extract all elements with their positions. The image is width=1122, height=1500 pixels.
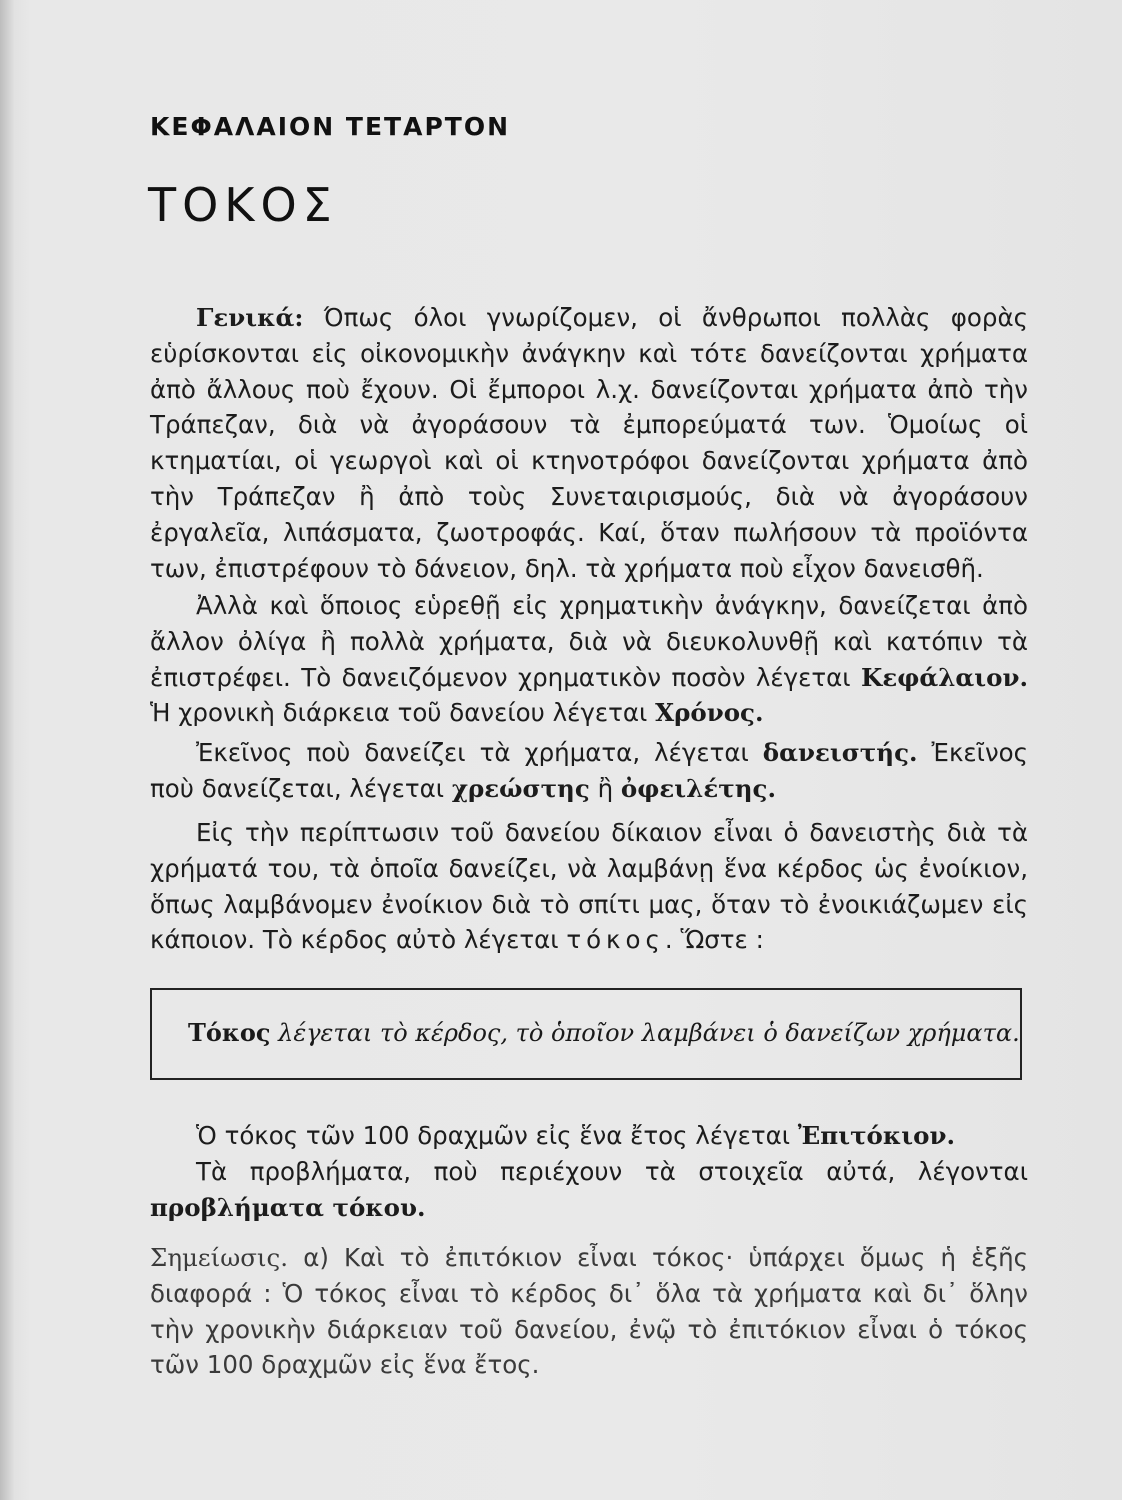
term-interest: τόκος	[566, 925, 665, 955]
interest-tail: . Ὥστε :	[664, 925, 764, 955]
time-text: Ἡ χρονικὴ διάρκεια τοῦ δανείου λέγεται	[150, 698, 656, 728]
paragraph-general	[150, 300, 1028, 586]
problems-text: Τὰ προβλήματα, ποὺ περιέχουν τὰ στοιχεῖα αὐτά, λέγονται	[196, 1157, 1028, 1186]
paragraph-lender	[150, 735, 1028, 807]
term-rate: Ἐπιτόκιον.	[797, 1121, 955, 1150]
note-text: α) Καὶ τὸ ἐπιτόκιον εἶναι τόκος· ὑπάρχει ὅμως ἡ ἑξῆς διαφορά : Ὁ τόκος εἶναι τὸ κέρδος δι᾽ ὅλα τὰ χρήματα καὶ δι᾽ ὅλην τὴν χρονικὴν διάρκειαν τοῦ δανείου, ἐνῷ τὸ ἐπιτόκιον εἶναι ὁ τόκος τῶν 100 δραχμῶν εἰς ἕνα ἔτος.	[150, 1243, 1028, 1380]
section-title: ΤΟΚΟΣ	[148, 178, 338, 232]
term-problems: προβλήματα τόκου.	[150, 1192, 426, 1222]
paragraph-rate	[150, 1118, 1028, 1154]
borrower-text: Ἐκεῖνος ποὺ δανείζεται, λέγεται	[150, 738, 1029, 803]
paragraph-note	[150, 1240, 1028, 1383]
term-capital: Κεφάλαιον.	[861, 662, 1028, 692]
term-time: Χρόνος.	[655, 698, 764, 728]
capital-text: Ἀλλὰ καὶ ὅποιος εὑρεθῇ εἰς χρηματικὴν ἀνάγκην, δανείζεται ἀπὸ ἄλλον ὀλίγα ἢ πολλὰ χρήματα, διὰ νὰ διευκολυνθῇ καὶ κατόπιν τὰ ἐπιστρέφει. Τὸ δανειζόμενον χρηματικὸν ποσὸν λέγεται	[150, 591, 1028, 692]
term-obligor: ὀφειλέτης.	[620, 773, 776, 803]
interest-text: Εἰς τὴν περίπτωσιν τοῦ δανείου δίκαιον εἶναι ὁ δανειστὴς διὰ τὰ χρήματά του, τὰ ὁποῖα δανείζει, νὰ λαμβάνῃ ἕνα κέρδος ὡς ἐνοίκιον, ὅπως λαμβάνομεν ἐνοίκιον διὰ τὸ σπίτι μας, ὅταν τὸ ἐνοικιάζωμεν εἰς κάποιον. Τὸ κέρδος αὐτὸ λέγεται	[150, 818, 1028, 955]
general-label: Γενικά:	[196, 303, 304, 332]
page-edge-shadow	[0, 0, 14, 1500]
rate-text: Ὁ τόκος τῶν 100 δραχμῶν εἰς ἕνα ἔτος λέγεται	[196, 1121, 798, 1150]
general-text: Όπως όλοι γνωρίζομεν, οἱ ἄνθρωποι πολλὰς φορὰς εὑρίσκονται εἰς οἰκονομικὴν ἀνάγκην καὶ τότε δανείζονται χρήματα ἀπὸ ἄλλους ποὺ ἔχουν. Οἱ ἔμποροι λ.χ. δανείζονται χρήματα ἀπὸ τὴν Τράπεζαν, διὰ νὰ ἀγοράσουν τὰ ἐμπορεύματά των. Ὁμοίως οἱ κτηματίαι, οἱ γεωργοὶ καὶ οἱ κτηνοτρόφοι δανείζονται χρήματα ἀπὸ τὴν Τράπεζαν ἢ ἀπὸ τοὺς Συνεταιρισμούς, διὰ νὰ ἀγοράσουν ἐργαλεῖα, λιπάσματα, ζωοτροφάς. Καί, ὅταν πωλήσουν τὰ προϊόντα των, ἐπιστρέφουν τὸ δάνειον, δηλ. τὰ χρήματα ποὺ εἶχον δανεισθῆ.	[150, 303, 1028, 583]
term-debtor: χρεώστης	[451, 773, 590, 803]
definition-text: λέγεται τὸ κέρδος, τὸ ὁποῖον λαμβάνει ὁ δανείζων χρήματα.	[270, 1019, 1020, 1047]
paragraph-problems	[150, 1154, 1028, 1226]
chapter-heading: ΚΕΦΑΛΑΙΟΝ ΤΕΤΑΡΤΟΝ	[150, 112, 511, 141]
note-label: Σημείωσις.	[150, 1243, 289, 1272]
lender-text: Ἐκεῖνος ποὺ δανείζει τὰ χρήματα, λέγεται	[196, 738, 763, 767]
paragraph-capital	[150, 588, 1028, 731]
definition-box	[150, 988, 1022, 1080]
definition-word: Τόκος	[188, 1018, 271, 1047]
paragraph-interest	[150, 815, 1028, 958]
or-text: ἢ	[589, 773, 621, 803]
term-lender: δανειστής.	[762, 738, 918, 767]
